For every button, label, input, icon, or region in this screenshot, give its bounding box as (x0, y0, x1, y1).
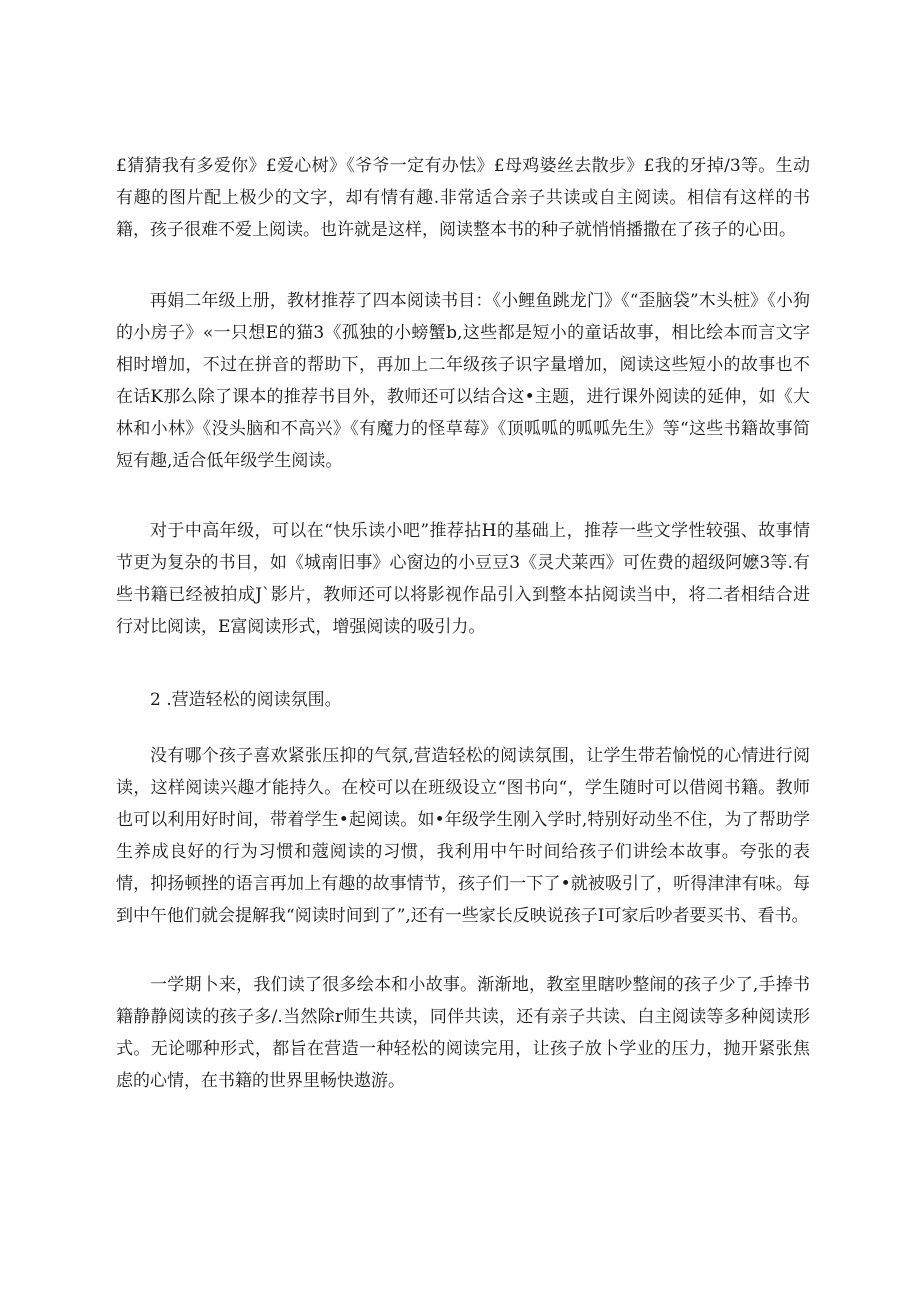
paragraph-upper-grade-books: 对于中高年级，可以在“快乐读小吧”推荐拈H的基础上，推荐一些文学性较强、故事情节更为复杂的书目，如《城南旧事》心窗边的小豆豆3《灵犬莱西》可佐费的超级阿嬷3等.有些书籍已经被拍成J`影片，教师还可以将影视作品引入到整本拈阅读当中，将二者相结合进行对比阅读，E富阅读形式，增强阅读的吸引力。 (116, 521, 810, 637)
paragraph-semester-summary: 一学期卜来，我们读了很多绘本和小故事。渐渐地，教室里瞎吵整闹的孩子少了,手捧书籍静静阅读的孩子多/.当然除r师生共读，同伴共读，还有亲子共读、白主阅读等多种阅读形式。无论哪种形式，都旨在营造一种轻松的阅读完用，让孩子放卜学业的压力，抛开紧张焦虑的心情，在书籍的世界里畅快遨游。 (116, 975, 810, 1091)
paragraph-grade-two-books: 再娟二年级上册，教材推荐了四本阅读书目：《小鲤鱼跳龙门》《“歪脑袋”木头桩》《小狗的小房子》«一只想E的猫3《孤独的小螃蟹b,这些都是短小的童话故事，相比绘本而言文字相时增加，不过在拼音的帮助下，再加上二年级孩子识字量增加，阅读这些短小的故事也不在话K那么除了课本的推荐书目外，教师还可以结合这•主题，进行课外阅读的延伸，如《大林和小林》《没头脑和不高兴》《有魔力的怪草莓》《顶呱呱的呱呱先生》等“这些书籍故事简短有趣,适合低年级学生阅读。 (116, 291, 810, 471)
section-heading: 2 .营造轻松的阅读氛围。 (150, 690, 342, 710)
paragraph-picture-books: £猜猜我有多爱你》£爱心树》《爷爷一定有办怯》£母鸡婆丝去散步》£我的牙掉/3等。生动有趣的图片配上极少的文字，却有情有趣.非常适合亲子共读或自主阅读。相信有这样的书籍，孩子很难不爱上阅读。也许就是这样，阅读整本书的种子就悄悄播撒在了孩子的心田。 (116, 156, 810, 240)
paragraph-reading-atmosphere: 没有哪个孩子喜欢紧张压抑的气氛,营造轻松的阅读氛围，让学生带若愉悦的心情进行阅读，这样阅读兴趣才能持久。在校可以在班级设立“图书向“，学生随时可以借阅书籍。教师也可以利用好时间，带着学生•起阅读。如•年级学生刚入学时,特别好动坐不住，为了帮助学生养成良好的行为习惯和蔻阅读的习惯，我利用中午时间给孩子们讲绘本故事。夸张的表情，抑扬顿挫的语言再加上有趣的故事情节，孩子们一下了•就被吸引了，听得津津有味。每到中午他们就会提解我“阅读时间到了”,还有一些家长反映说孩子I可家后吵者要买书、看书。 (116, 746, 810, 926)
